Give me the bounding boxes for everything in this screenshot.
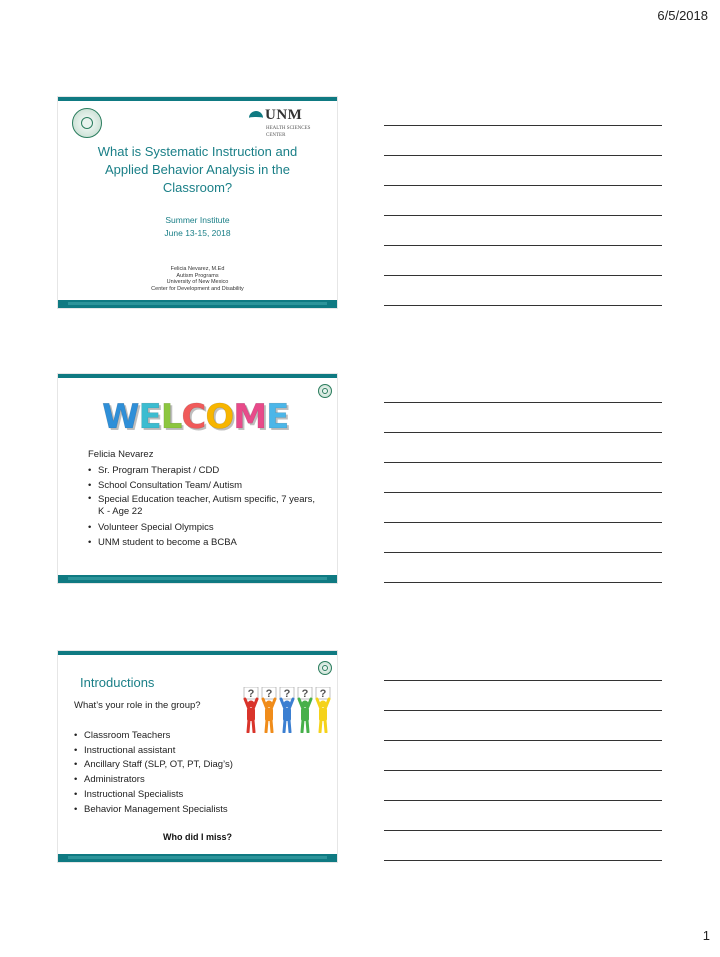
- note-line[interactable]: [384, 680, 662, 681]
- list-item: • Instructional Specialists: [74, 788, 233, 803]
- welcome-letter: M: [233, 397, 267, 437]
- list-item: • Classroom Teachers: [74, 729, 233, 744]
- slide-3-introductions: [58, 651, 337, 862]
- list-item: • Sr. Program Therapist / CDD: [88, 463, 318, 478]
- svg-text:?: ?: [247, 688, 255, 700]
- presenter-bio: Felicia Nevarez • Sr. Program Therapist / CDD • School Consultation Team/ Autism • Special Education teacher, Autism specific, 7 years, K - Age 22 • Volunteer Special Olympics • UNM student to become a BCBA: [88, 447, 318, 550]
- presentation-title: What is Systematic Instruction and Applied Behavior Analysis in the Classroom?: [97, 144, 298, 195]
- welcome-letter: O: [205, 397, 234, 437]
- note-line[interactable]: [384, 582, 662, 583]
- page-date: 6/5/2018: [657, 8, 708, 23]
- note-line[interactable]: [384, 275, 662, 276]
- unm-arch-icon: [249, 111, 263, 129]
- welcome-letter: W: [102, 397, 139, 437]
- slide-heading: Introductions: [80, 675, 155, 690]
- person-figure: [280, 687, 294, 732]
- note-line[interactable]: [384, 770, 662, 771]
- note-line[interactable]: [384, 185, 662, 186]
- note-line[interactable]: [384, 305, 662, 306]
- svg-text:?: ?: [319, 688, 327, 700]
- person-figure: [244, 687, 258, 732]
- note-line[interactable]: [384, 860, 662, 861]
- list-item: • School Consultation Team/ Autism: [88, 478, 318, 493]
- slide-footer-bar: [58, 854, 337, 862]
- list-item: • UNM student to become a BCBA: [88, 535, 318, 550]
- list-item: • Behavior Management Specialists: [74, 803, 233, 818]
- role-list: [74, 729, 233, 817]
- list-item: • Volunteer Special Olympics: [88, 520, 318, 535]
- note-line[interactable]: [384, 462, 662, 463]
- note-line[interactable]: [384, 740, 662, 741]
- slide-top-bar: [58, 651, 337, 655]
- note-line[interactable]: [384, 830, 662, 831]
- list-item: • Instructional assistant: [74, 744, 233, 759]
- presenter-credits: Felicia Nevarez, M.Ed Autism Programs University of New Mexico Center for Development and Disability: [151, 266, 244, 292]
- person-figure: [262, 687, 276, 732]
- person-figure: [298, 687, 312, 732]
- note-line[interactable]: [384, 492, 662, 493]
- university-seal-icon: [318, 661, 332, 675]
- svg-text:?: ?: [265, 688, 273, 700]
- list-item: • Special Education teacher, Autism specific, 7 years, K - Age 22: [88, 493, 318, 520]
- role-question: What’s your role in the group?: [74, 700, 201, 711]
- svg-text:?: ?: [283, 688, 291, 700]
- slide-top-bar: [58, 374, 337, 378]
- slide-top-bar: [58, 97, 337, 101]
- note-line[interactable]: [384, 155, 662, 156]
- welcome-banner: [102, 399, 288, 435]
- slide-footer-bar: [58, 575, 337, 583]
- svg-text:?: ?: [301, 688, 309, 700]
- note-line[interactable]: [384, 432, 662, 433]
- people-question-marks-icon: [242, 687, 332, 733]
- list-item: • Administrators: [74, 773, 233, 788]
- note-line[interactable]: [384, 215, 662, 216]
- welcome-letter: E: [138, 397, 161, 437]
- note-line[interactable]: [384, 522, 662, 523]
- university-seal-icon: [72, 108, 102, 138]
- page-number: 1: [702, 928, 710, 943]
- university-seal-icon: [318, 384, 332, 398]
- slide-footer-bar: [58, 300, 337, 308]
- welcome-letter: E: [266, 397, 289, 437]
- slide-1-title: [58, 97, 337, 308]
- note-line[interactable]: [384, 552, 662, 553]
- welcome-letter: L: [160, 397, 182, 437]
- closing-question: Who did I miss?: [163, 832, 232, 842]
- note-line[interactable]: [384, 245, 662, 246]
- person-figure: [316, 687, 330, 732]
- note-line[interactable]: [384, 402, 662, 403]
- note-line[interactable]: [384, 800, 662, 801]
- event-info: Summer Institute June 13-15, 2018: [164, 215, 231, 238]
- note-line[interactable]: [384, 125, 662, 126]
- note-line[interactable]: [384, 710, 662, 711]
- list-item: • Ancillary Staff (SLP, OT, PT, Diag’s): [74, 758, 233, 773]
- welcome-letter: C: [181, 397, 206, 437]
- slide-2-welcome: [58, 374, 337, 583]
- unm-hsc-logo: UNM HEALTH SCIENCES CENTER: [249, 107, 315, 143]
